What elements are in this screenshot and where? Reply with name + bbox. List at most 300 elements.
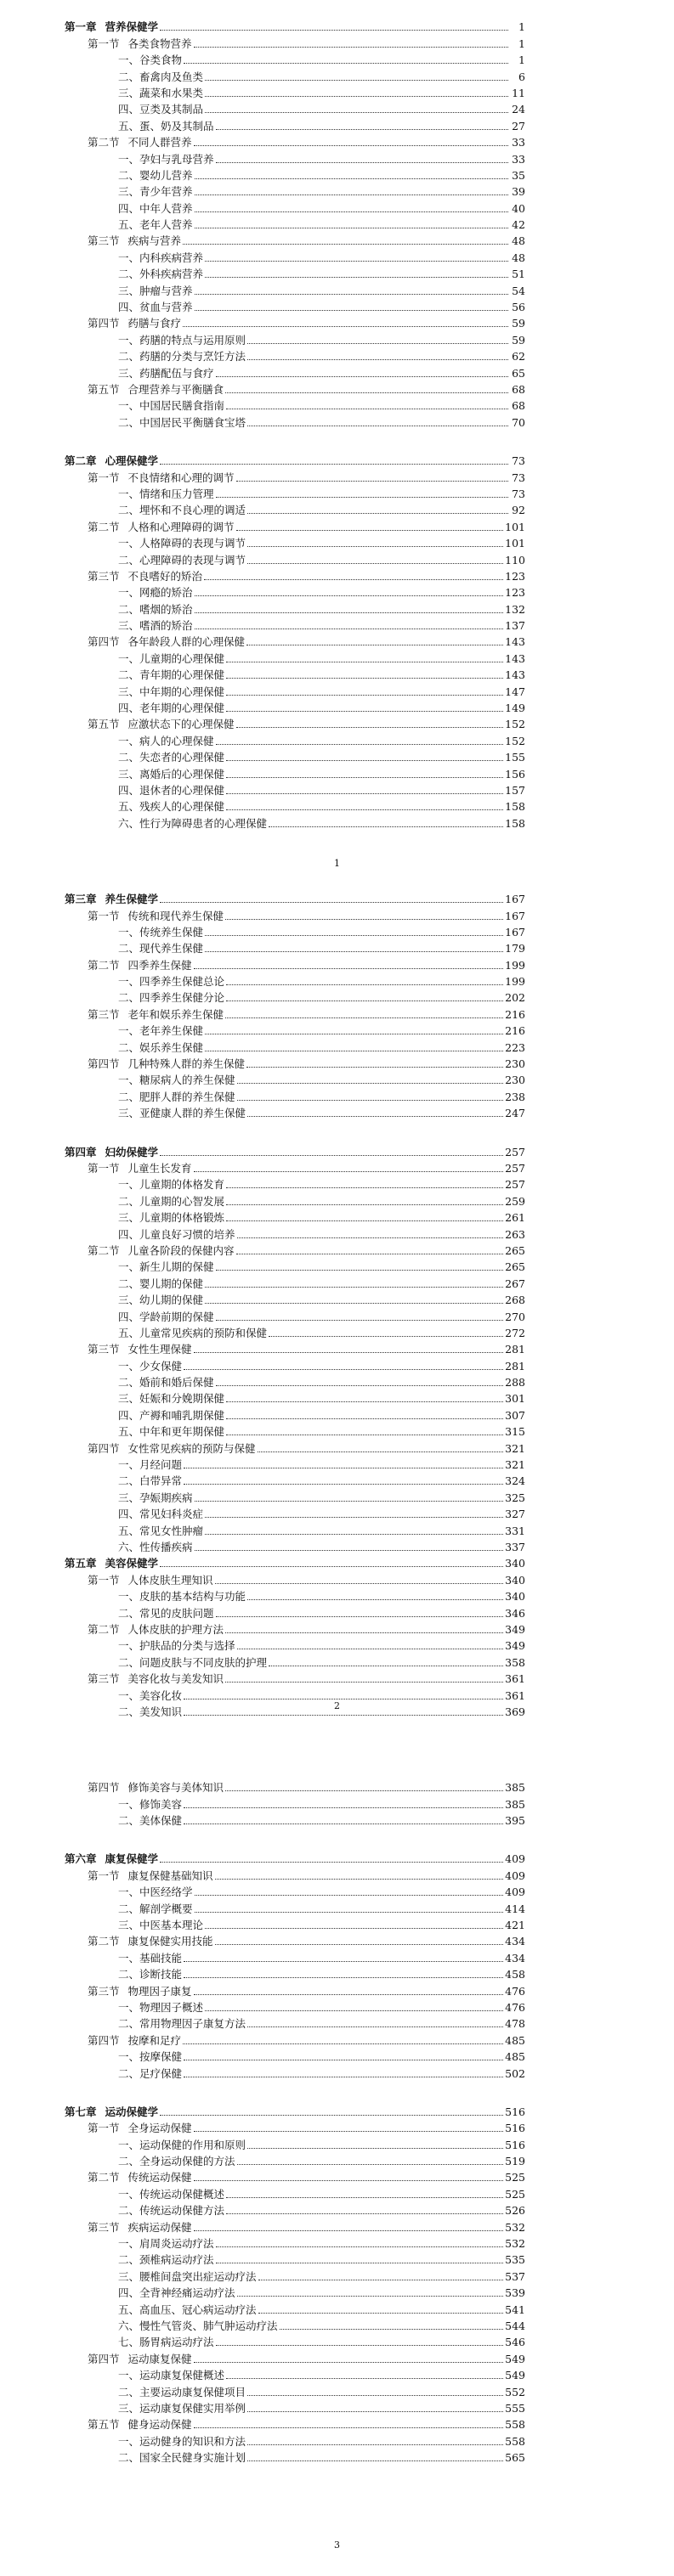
toc-subsection-entry[interactable] bbox=[65, 2250, 525, 2266]
toc-title: 老年和娱乐养生保健 bbox=[127, 1007, 224, 1021]
toc-subsection-entry[interactable] bbox=[65, 599, 525, 615]
toc-leader-dots bbox=[194, 1171, 504, 1172]
toc-title: 皮肤的基本结构与功能 bbox=[139, 1590, 246, 1604]
toc-subsection-entry[interactable] bbox=[65, 1356, 525, 1372]
toc-title: 健身运动保健 bbox=[127, 2418, 192, 2432]
toc-page-number: 123 bbox=[505, 569, 525, 583]
toc-page-number: 70 bbox=[512, 415, 525, 429]
toc-leader-dots bbox=[247, 359, 508, 360]
toc-subsection-entry[interactable] bbox=[65, 363, 525, 379]
toc-section-entry[interactable] bbox=[65, 1981, 525, 1997]
toc-subsection-entry[interactable] bbox=[65, 1652, 525, 1668]
toc-chapter-entry[interactable] bbox=[65, 1141, 525, 1158]
toc-number: 二、 bbox=[118, 1968, 140, 1981]
toc-page-number: 385 bbox=[505, 1781, 525, 1795]
toc-leader-dots bbox=[204, 579, 503, 580]
toc-leader-dots bbox=[160, 464, 508, 465]
toc-leader-dots bbox=[195, 1550, 504, 1551]
toc-subsection-entry[interactable] bbox=[65, 2448, 525, 2464]
toc-subsection-entry[interactable] bbox=[65, 2234, 525, 2250]
toc-title: 运动健身的知识和方法 bbox=[139, 2434, 246, 2448]
toc-chapter-entry[interactable] bbox=[65, 451, 525, 467]
toc-number: 二、 bbox=[118, 2385, 140, 2398]
toc-section-entry[interactable] bbox=[65, 1438, 525, 1454]
toc-leader-dots bbox=[226, 760, 503, 761]
toc-title: 常用物理因子康复方法 bbox=[139, 2017, 246, 2031]
toc-number: 三、 bbox=[118, 185, 140, 199]
toc-section-entry[interactable] bbox=[65, 1004, 525, 1020]
toc-page-number: 216 bbox=[505, 1024, 525, 1038]
toc-subsection-entry[interactable] bbox=[65, 2382, 525, 2398]
toc-page-number: 199 bbox=[505, 975, 525, 989]
toc-subsection-entry[interactable] bbox=[65, 781, 525, 797]
toc-number: 一、 bbox=[118, 1458, 140, 1472]
toc-section-entry[interactable] bbox=[65, 714, 525, 730]
toc-number: 一、 bbox=[118, 2434, 140, 2448]
toc-page-number: 39 bbox=[512, 185, 525, 199]
toc-subsection-entry[interactable] bbox=[65, 1882, 525, 1898]
toc-page-number: 321 bbox=[505, 1458, 525, 1472]
toc-subsection-entry[interactable] bbox=[65, 1191, 525, 1207]
toc-leader-dots bbox=[184, 1823, 503, 1824]
toc-number: 第五节 bbox=[88, 2418, 120, 2432]
toc-subsection-entry[interactable] bbox=[65, 1070, 525, 1086]
toc-subsection-entry[interactable] bbox=[65, 583, 525, 599]
toc-subsection-entry[interactable] bbox=[65, 215, 525, 231]
toc-leader-dots bbox=[237, 2164, 504, 2165]
toc-subsection-entry[interactable] bbox=[65, 1224, 525, 1240]
toc-subsection-entry[interactable] bbox=[65, 764, 525, 780]
toc-subsection-entry[interactable] bbox=[65, 1422, 525, 1438]
toc-leader-dots bbox=[226, 1418, 503, 1419]
toc-number: 一、 bbox=[118, 2138, 140, 2151]
toc-leader-dots bbox=[226, 1220, 503, 1221]
toc-title: 中医经络学 bbox=[139, 1885, 193, 1899]
toc-number: 二、 bbox=[118, 751, 140, 764]
toc-section-entry[interactable] bbox=[65, 2118, 525, 2134]
toc-title: 肩周炎运动疗法 bbox=[139, 2237, 214, 2251]
toc-subsection-entry[interactable] bbox=[65, 1389, 525, 1405]
toc-section-entry[interactable] bbox=[65, 1865, 525, 1881]
toc-section-entry[interactable] bbox=[65, 1931, 525, 1948]
toc-title: 现代养生保健 bbox=[139, 942, 204, 955]
toc-title: 中医基本理论 bbox=[139, 1919, 204, 1932]
toc-leader-dots bbox=[216, 129, 508, 130]
toc-page-number: 281 bbox=[505, 1343, 525, 1356]
toc-title: 糖尿病人的养生保健 bbox=[139, 1074, 235, 1087]
toc-chapter-entry[interactable] bbox=[65, 17, 525, 33]
toc-subsection-entry[interactable] bbox=[65, 2431, 525, 2447]
toc-subsection-entry[interactable] bbox=[65, 1175, 525, 1191]
toc-title: 亚健康人群的养生保健 bbox=[139, 1107, 246, 1120]
toc-page-number: 123 bbox=[505, 586, 525, 600]
toc-section-entry[interactable] bbox=[65, 1241, 525, 1257]
section-gap bbox=[65, 429, 525, 451]
toc-subsection-entry[interactable] bbox=[65, 2134, 525, 2150]
toc-subsection-entry[interactable] bbox=[65, 648, 525, 664]
toc-section-entry[interactable] bbox=[65, 1158, 525, 1175]
toc-section-entry[interactable] bbox=[65, 566, 525, 583]
toc-subsection-entry[interactable] bbox=[65, 1373, 525, 1389]
toc-subsection-entry[interactable] bbox=[65, 1323, 525, 1339]
toc-number: 二、 bbox=[118, 1277, 140, 1290]
toc-subsection-entry[interactable] bbox=[65, 1086, 525, 1102]
toc-subsection-entry[interactable] bbox=[65, 1915, 525, 1931]
toc-leader-dots bbox=[247, 343, 508, 344]
toc-subsection-entry[interactable] bbox=[65, 1998, 525, 2014]
toc-number: 第二节 bbox=[88, 1622, 120, 1636]
toc-subsection-entry[interactable] bbox=[65, 2047, 525, 2063]
toc-number: 第六章 bbox=[65, 1852, 97, 1866]
toc-number: 一、 bbox=[118, 734, 140, 747]
toc-page-number: 167 bbox=[505, 909, 525, 922]
toc-leader-dots bbox=[194, 2427, 504, 2428]
toc-section-entry[interactable] bbox=[65, 2348, 525, 2365]
toc-page-number: 152 bbox=[505, 718, 525, 731]
toc-title: 外科疾病营养 bbox=[139, 268, 204, 281]
toc-leader-dots bbox=[194, 1994, 504, 1995]
toc-page-number: 565 bbox=[505, 2451, 525, 2465]
toc-section-entry[interactable] bbox=[65, 2167, 525, 2184]
toc-number: 一、 bbox=[118, 487, 140, 500]
toc-leader-dots bbox=[216, 2345, 504, 2346]
toc-number: 第三节 bbox=[88, 1007, 120, 1021]
toc-subsection-entry[interactable] bbox=[65, 116, 525, 132]
toc-chapter-entry[interactable] bbox=[65, 1553, 525, 1570]
toc-page-number: 143 bbox=[505, 668, 525, 682]
toc-page-number: 325 bbox=[505, 1491, 525, 1504]
toc-section-entry[interactable] bbox=[65, 1669, 525, 1685]
toc-leader-dots bbox=[258, 1451, 504, 1452]
toc-number: 第二节 bbox=[88, 2171, 120, 2184]
toc-section-entry[interactable] bbox=[65, 380, 525, 396]
toc-subsection-entry[interactable] bbox=[65, 730, 525, 747]
toc-subsection-entry[interactable] bbox=[65, 1257, 525, 1273]
toc-number: 二、 bbox=[118, 2155, 140, 2168]
toc-title: 美容化妆与美发知识 bbox=[127, 1672, 224, 1686]
toc-number: 第四节 bbox=[88, 2352, 120, 2365]
toc-leader-dots bbox=[216, 376, 508, 377]
toc-section-entry[interactable] bbox=[65, 516, 525, 533]
toc-chapter-entry[interactable] bbox=[65, 2102, 525, 2118]
toc-title: 合理营养与平衡膳食 bbox=[127, 382, 224, 396]
toc-subsection-entry[interactable] bbox=[65, 939, 525, 955]
toc-subsection-entry[interactable] bbox=[65, 1685, 525, 1701]
toc-subsection-entry[interactable] bbox=[65, 922, 525, 939]
toc-leader-dots bbox=[226, 711, 503, 712]
toc-leader-dots bbox=[160, 1155, 503, 1156]
toc-number: 五、 bbox=[118, 119, 140, 132]
toc-leader-dots bbox=[226, 2197, 503, 2198]
toc-section-entry[interactable] bbox=[65, 2217, 525, 2233]
toc-subsection-entry[interactable] bbox=[65, 149, 525, 165]
toc-leader-dots bbox=[205, 80, 508, 81]
toc-title: 失恋者的心理保健 bbox=[139, 751, 225, 764]
toc-subsection-entry[interactable] bbox=[65, 1537, 525, 1553]
toc-title: 腰椎间盘突出症运动疗法 bbox=[139, 2269, 257, 2283]
toc-chapter-entry[interactable] bbox=[65, 889, 525, 905]
toc-number: 第七章 bbox=[65, 2105, 97, 2118]
toc-number: 一、 bbox=[118, 54, 140, 67]
toc-title: 全背神经痛运动疗法 bbox=[139, 2286, 235, 2300]
toc-section-entry[interactable] bbox=[65, 2030, 525, 2046]
toc-title: 妊娠和分娩期保健 bbox=[139, 1392, 225, 1406]
toc-title: 护肤品的分类与选择 bbox=[139, 1639, 235, 1653]
toc-page-number: 110 bbox=[505, 553, 525, 566]
toc-subsection-entry[interactable] bbox=[65, 2316, 525, 2332]
toc-section-entry[interactable] bbox=[65, 905, 525, 922]
toc-number: 二、 bbox=[118, 1902, 140, 1915]
toc-page-number: 257 bbox=[505, 1145, 525, 1158]
toc-section-entry[interactable] bbox=[65, 33, 525, 49]
toc-number: 第一节 bbox=[88, 909, 120, 922]
toc-subsection-entry[interactable] bbox=[65, 247, 525, 263]
toc-chapter-entry[interactable] bbox=[65, 1849, 525, 1865]
toc-page-number: 331 bbox=[505, 1524, 525, 1537]
toc-subsection-entry[interactable] bbox=[65, 330, 525, 346]
toc-title: 药膳配伍与食疗 bbox=[139, 366, 214, 380]
toc-subsection-entry[interactable] bbox=[65, 698, 525, 714]
toc-subsection-entry[interactable] bbox=[65, 1037, 525, 1053]
toc-subsection-entry[interactable] bbox=[65, 66, 525, 82]
toc-subsection-entry[interactable] bbox=[65, 2151, 525, 2167]
toc-number: 三、 bbox=[118, 284, 140, 297]
toc-title: 传统运动保健概述 bbox=[139, 2187, 225, 2201]
toc-subsection-entry[interactable] bbox=[65, 1103, 525, 1119]
toc-number: 六、 bbox=[118, 816, 140, 830]
toc-subsection-entry[interactable] bbox=[65, 2063, 525, 2079]
toc-title: 蛋、奶及其制品 bbox=[139, 119, 214, 132]
toc-title: 网瘾的矫治 bbox=[139, 586, 193, 600]
toc-subsection-entry[interactable] bbox=[65, 83, 525, 99]
toc-section-entry[interactable] bbox=[65, 1778, 525, 1794]
toc-title: 埋怀和不良心理的调适 bbox=[139, 504, 246, 517]
toc-subsection-entry[interactable] bbox=[65, 797, 525, 813]
toc-subsection-entry[interactable] bbox=[65, 1794, 525, 1810]
toc-number: 二、 bbox=[118, 602, 140, 616]
toc-subsection-entry[interactable] bbox=[65, 1811, 525, 1827]
toc-subsection-entry[interactable] bbox=[65, 1208, 525, 1224]
toc-subsection-entry[interactable] bbox=[65, 1964, 525, 1981]
toc-page-number: 24 bbox=[512, 103, 525, 116]
toc-number: 第二节 bbox=[88, 136, 120, 149]
toc-subsection-entry[interactable] bbox=[65, 484, 525, 500]
toc-number: 五、 bbox=[118, 218, 140, 232]
toc-number: 第四节 bbox=[88, 1781, 120, 1795]
toc-leader-dots bbox=[216, 1385, 504, 1386]
toc-leader-dots bbox=[237, 1100, 504, 1101]
toc-title: 女性常见疾病的预防与保健 bbox=[127, 1441, 256, 1455]
toc-subsection-entry[interactable] bbox=[65, 1898, 525, 1914]
toc-number: 一、 bbox=[118, 152, 140, 166]
toc-leader-dots bbox=[160, 902, 503, 903]
toc-page-number: 349 bbox=[505, 1639, 525, 1653]
toc-section-entry[interactable] bbox=[65, 2415, 525, 2431]
toc-number: 五、 bbox=[118, 2303, 140, 2316]
toc-page-number: 516 bbox=[505, 2105, 525, 2118]
toc-subsection-entry[interactable] bbox=[65, 972, 525, 988]
toc-leader-dots bbox=[236, 481, 508, 482]
toc-number: 一、 bbox=[118, 1951, 140, 1964]
toc-page-number: 519 bbox=[505, 2155, 525, 2168]
toc-number: 第一章 bbox=[65, 20, 97, 34]
toc-subsection-entry[interactable] bbox=[65, 347, 525, 363]
toc-page-number: 532 bbox=[505, 2220, 525, 2234]
toc-section-entry[interactable] bbox=[65, 955, 525, 971]
toc-subsection-entry[interactable] bbox=[65, 2201, 525, 2217]
toc-page-number: 535 bbox=[505, 2253, 525, 2267]
toc-leader-dots bbox=[226, 793, 503, 794]
toc-title: 运动保健的作用和原则 bbox=[139, 2138, 246, 2151]
toc-title: 豆类及其制品 bbox=[139, 103, 204, 116]
toc-page-number: 532 bbox=[505, 2237, 525, 2251]
toc-leader-dots bbox=[205, 1287, 503, 1288]
toc-subsection-entry[interactable] bbox=[65, 2398, 525, 2415]
toc-page-number: 307 bbox=[505, 1408, 525, 1422]
toc-number: 五、 bbox=[118, 1425, 140, 1439]
toc-title: 不良情绪和心理的调节 bbox=[127, 471, 235, 484]
toc-subsection-entry[interactable] bbox=[65, 1290, 525, 1306]
toc-page-number: 409 bbox=[505, 1869, 525, 1882]
toc-subsection-entry[interactable] bbox=[65, 264, 525, 280]
toc-number: 第四节 bbox=[88, 317, 120, 330]
toc-subsection-entry[interactable] bbox=[65, 533, 525, 550]
toc-subsection-entry[interactable] bbox=[65, 2299, 525, 2315]
toc-title: 康复保健基础知识 bbox=[127, 1869, 213, 1882]
toc-section-entry[interactable] bbox=[65, 1054, 525, 1070]
toc-subsection-entry[interactable] bbox=[65, 396, 525, 412]
toc-leader-dots bbox=[216, 1616, 504, 1617]
toc-title: 肥胖人群的养生保健 bbox=[139, 1090, 235, 1103]
toc-page-number: 42 bbox=[512, 218, 525, 232]
toc-page-number: 155 bbox=[505, 751, 525, 764]
toc-subsection-entry[interactable] bbox=[65, 1471, 525, 1487]
toc-title: 内科疾病营养 bbox=[139, 251, 204, 264]
toc-subsection-entry[interactable] bbox=[65, 681, 525, 697]
toc-title: 月经问题 bbox=[139, 1458, 183, 1472]
toc-subsection-entry[interactable] bbox=[65, 1520, 525, 1536]
toc-title: 美容保健学 bbox=[105, 1557, 159, 1570]
toc-title: 儿童生长发育 bbox=[127, 1162, 192, 1175]
toc-leader-dots bbox=[247, 546, 503, 547]
toc-section-entry[interactable] bbox=[65, 231, 525, 247]
toc-subsection-entry[interactable] bbox=[65, 2266, 525, 2282]
toc-section-entry[interactable] bbox=[65, 1339, 525, 1356]
toc-section-entry[interactable] bbox=[65, 1570, 525, 1586]
toc-section-entry[interactable] bbox=[65, 467, 525, 483]
toc-page-number: 73 bbox=[512, 471, 525, 484]
toc-subsection-entry[interactable] bbox=[65, 1487, 525, 1503]
toc-title: 娱乐养生保健 bbox=[139, 1040, 204, 1054]
toc-subsection-entry[interactable] bbox=[65, 1021, 525, 1037]
toc-leader-dots bbox=[205, 261, 508, 262]
toc-page-number: 27 bbox=[512, 119, 525, 132]
toc-title: 慢性气管炎、肺气肿运动疗法 bbox=[139, 2320, 278, 2332]
toc-title: 高血压、冠心病运动疗法 bbox=[139, 2303, 257, 2316]
toc-title: 孕妇与乳母营养 bbox=[139, 152, 214, 166]
toc-number: 四、 bbox=[118, 1227, 140, 1241]
toc-subsection-entry[interactable] bbox=[65, 2014, 525, 2030]
toc-leader-dots bbox=[216, 2246, 504, 2247]
toc-subsection-entry[interactable] bbox=[65, 813, 525, 829]
toc-subsection-entry[interactable] bbox=[65, 1587, 525, 1603]
toc-page-number: 33 bbox=[512, 136, 525, 149]
toc-subsection-entry[interactable] bbox=[65, 1948, 525, 1964]
toc-number: 第四节 bbox=[88, 635, 120, 649]
toc-subsection-entry[interactable] bbox=[65, 2184, 525, 2200]
toc-number: 二、 bbox=[118, 2066, 140, 2080]
toc-section-entry[interactable] bbox=[65, 313, 525, 330]
toc-number: 一、 bbox=[118, 1639, 140, 1653]
toc-subsection-entry[interactable] bbox=[65, 1405, 525, 1421]
toc-leader-dots bbox=[205, 1303, 503, 1304]
toc-page-number: 340 bbox=[505, 1557, 525, 1570]
toc-title: 美体保健 bbox=[139, 1814, 183, 1828]
toc-subsection-entry[interactable] bbox=[65, 412, 525, 428]
toc-leader-dots bbox=[184, 1369, 503, 1370]
toc-subsection-entry[interactable] bbox=[65, 280, 525, 296]
toc-number: 一、 bbox=[118, 1797, 140, 1811]
toc-title: 各类食物营养 bbox=[127, 37, 192, 50]
toc-subsection-entry[interactable] bbox=[65, 988, 525, 1004]
toc-leader-dots bbox=[184, 63, 508, 64]
toc-subsection-entry[interactable] bbox=[65, 50, 525, 66]
toc-subsection-entry[interactable] bbox=[65, 1306, 525, 1322]
toc-number: 第三节 bbox=[88, 1984, 120, 1998]
toc-subsection-entry[interactable] bbox=[65, 1636, 525, 1652]
toc-subsection-entry[interactable] bbox=[65, 1603, 525, 1619]
toc-page-number: 59 bbox=[512, 333, 525, 347]
toc-number: 二、 bbox=[118, 1376, 140, 1389]
toc-subsection-entry[interactable] bbox=[65, 1504, 525, 1520]
toc-section-entry[interactable] bbox=[65, 132, 525, 149]
toc-section-entry[interactable] bbox=[65, 632, 525, 648]
toc-subsection-entry[interactable] bbox=[65, 1273, 525, 1289]
page-break bbox=[65, 1718, 525, 1778]
table-of-contents bbox=[65, 17, 525, 2464]
toc-number: 第三节 bbox=[88, 569, 120, 583]
toc-section-entry[interactable] bbox=[65, 1620, 525, 1636]
toc-subsection-entry[interactable] bbox=[65, 166, 525, 182]
section-gap bbox=[65, 2080, 525, 2102]
toc-subsection-entry[interactable] bbox=[65, 500, 525, 516]
toc-title: 颈椎病运动疗法 bbox=[139, 2253, 214, 2267]
toc-subsection-entry[interactable] bbox=[65, 1455, 525, 1471]
toc-title: 中国居民膳食指南 bbox=[139, 399, 225, 413]
toc-page-number: 223 bbox=[505, 1040, 525, 1054]
toc-subsection-entry[interactable] bbox=[65, 297, 525, 313]
toc-leader-dots bbox=[184, 1961, 503, 1962]
toc-leader-dots bbox=[269, 1336, 503, 1337]
toc-title: 中年人营养 bbox=[139, 201, 193, 215]
toc-subsection-entry[interactable] bbox=[65, 99, 525, 116]
toc-subsection-entry[interactable] bbox=[65, 616, 525, 632]
toc-leader-dots bbox=[205, 2010, 503, 2011]
toc-number: 二、 bbox=[118, 70, 140, 83]
toc-page-number: 199 bbox=[505, 958, 525, 972]
toc-subsection-entry[interactable] bbox=[65, 665, 525, 681]
toc-subsection-entry[interactable] bbox=[65, 2365, 525, 2382]
toc-subsection-entry[interactable] bbox=[65, 182, 525, 198]
toc-subsection-entry[interactable] bbox=[65, 550, 525, 566]
toc-title: 修饰美容 bbox=[139, 1797, 183, 1811]
toc-subsection-entry[interactable] bbox=[65, 198, 525, 214]
toc-subsection-entry[interactable] bbox=[65, 747, 525, 764]
toc-leader-dots bbox=[226, 678, 503, 679]
toc-subsection-entry[interactable] bbox=[65, 2283, 525, 2299]
toc-subsection-entry[interactable] bbox=[65, 2332, 525, 2348]
toc-leader-dots bbox=[205, 951, 503, 952]
